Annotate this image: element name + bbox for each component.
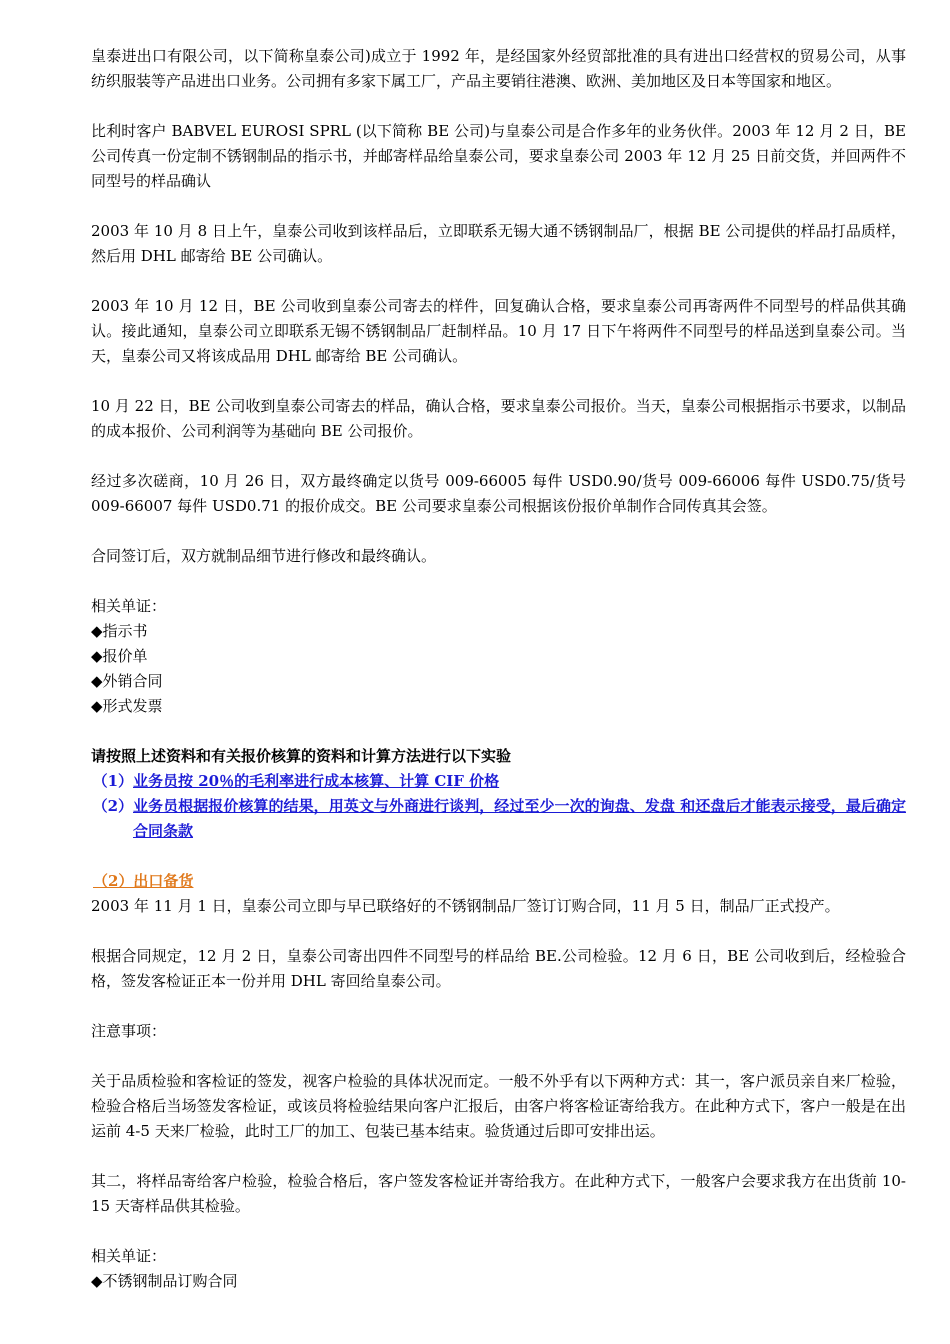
- sample-paragraph: 2003 年 10 月 8 日上午，皇泰公司收到该样品后，立即联系无锡大通不锈钢制品厂，根据 BE 公司提供的样品打品质样，然后用 DHL 邮寄给 BE 公司确认。: [91, 222, 906, 265]
- inspection-method-1-paragraph: 关于品质检验和客检证的签发，视客户检验的具体状况而定。一般不外乎有以下两种方式：其一，客户派员亲自来厂检验，检验合格后当场签发客检证，或该员将检验结果向客户汇报后，由客户将客检证寄给我方。在此种方式下，客户一般是在出运前 4-5 天来厂检验，此时工厂的加工、包装已基本结束。验货通过后即可安排出运。: [91, 1072, 906, 1140]
- quotation-paragraph: 10 月 22 日，BE 公司收到皇泰公司寄去的样品，确认合格，要求皇泰公司报价。当天，皇泰公司根据指示书要求，以制品的成本报价、公司利润等为基础向 BE 公司报价。: [91, 397, 906, 440]
- list-item: ◆不锈钢制品订购合同: [91, 1272, 238, 1290]
- inspection-method-2-paragraph: 其二，将样品寄给客户检验，检验合格后，客户签发客检证并寄给我方。在此种方式下，一般客户会要求我方在出货前 10-15 天寄样品供其检验。: [91, 1172, 906, 1215]
- task-1[interactable]: [91, 769, 906, 794]
- list-item: ◆报价单: [91, 647, 148, 665]
- client-paragraph: 比利时客户 BABVEL EUROSI SPRL (以下简称 BE 公司)与皇泰公司是合作多年的业务伙伴。2003 年 12 月 2 日，BE 公司传真一份定制不锈钢制品的指示书，并邮寄样品给皇泰公司，要求皇泰公司 2003 年 12 月 25 日前交货，并回两件不同型号的样品确认: [91, 122, 906, 190]
- document-page: [91, 44, 906, 1294]
- negotiation-paragraph: 经过多次磋商，10 月 26 日，双方最终确定以货号 009-66005 每件 USD0.90/货号 009-66006 每件 USD0.75/货号 009-66007 每件 USD0.71 的报价成交。BE 公司要求皇泰公司根据该份报价单制作合同传真其会签。: [91, 472, 906, 515]
- related-documents-title: 相关单证：: [91, 1247, 167, 1265]
- notice-title: 注意事项：: [91, 1022, 167, 1040]
- production-paragraph: 2003 年 11 月 1 日，皇泰公司立即与早已联络好的不锈钢制品厂签订订购合同，11 月 5 日，制品厂正式投产。: [91, 897, 840, 915]
- list-item: ◆指示书: [91, 622, 148, 640]
- intro-paragraph: 皇泰进出口有限公司，以下简称皇泰公司)成立于 1992 年，是经国家外经贸部批准的具有进出口经营权的贸易公司，从事纺织服装等产品进出口业务。公司拥有多家下属工厂，产品主要销往港澳、欧洲、美加地区及日本等国家和地区。: [91, 47, 906, 90]
- contract-paragraph: 合同签订后，双方就制品细节进行修改和最终确认。: [91, 547, 437, 565]
- confirmation-paragraph: 2003 年 10 月 12 日，BE 公司收到皇泰公司寄去的样件，回复确认合格，要求皇泰公司再寄两件不同型号的样品供其确认。接此通知，皇泰公司立即联系无锡不锈钢制品厂赶制样品。10 月 17 日下午将两件不同型号的样品送到皇泰公司。当天，皇泰公司又将该成品用 DHL 邮寄给 BE 公司确认。: [91, 297, 906, 365]
- section-export-preparation-title[interactable]: [91, 869, 906, 894]
- related-documents-list-2: [91, 1244, 906, 1294]
- experiment-heading: 请按照上述资料和有关报价核算的资料和计算方法进行以下实验: [91, 747, 512, 765]
- related-documents-title: 相关单证：: [91, 597, 167, 615]
- task-1-link[interactable]: 业务员按 20％的毛利率进行成本核算、计算 CIF 价格: [133, 772, 500, 790]
- task-2-link[interactable]: 业务员根据报价核算的结果，用英文与外商进行谈判，经过至少一次的询盘、发盘 和还盘后才能表示接受，最后确定合同条款: [133, 797, 906, 840]
- task-2[interactable]: [91, 794, 906, 844]
- related-documents-list: [91, 594, 906, 719]
- section-title-link[interactable]: （2）出口备货: [93, 872, 194, 890]
- inspection-paragraph: 根据合同规定，12 月 2 日，皇泰公司寄出四件不同型号的样品给 BE.公司检验。12 月 6 日，BE 公司收到后，经检验合格，签发客检证正本一份并用 DHL 寄回给皇泰公司。: [91, 947, 906, 990]
- task-2-number: （2）: [92, 797, 133, 815]
- list-item: ◆形式发票: [91, 697, 163, 715]
- experiment-section: [91, 744, 906, 844]
- task-1-number: （1）: [92, 772, 133, 790]
- list-item: ◆外销合同: [91, 672, 163, 690]
